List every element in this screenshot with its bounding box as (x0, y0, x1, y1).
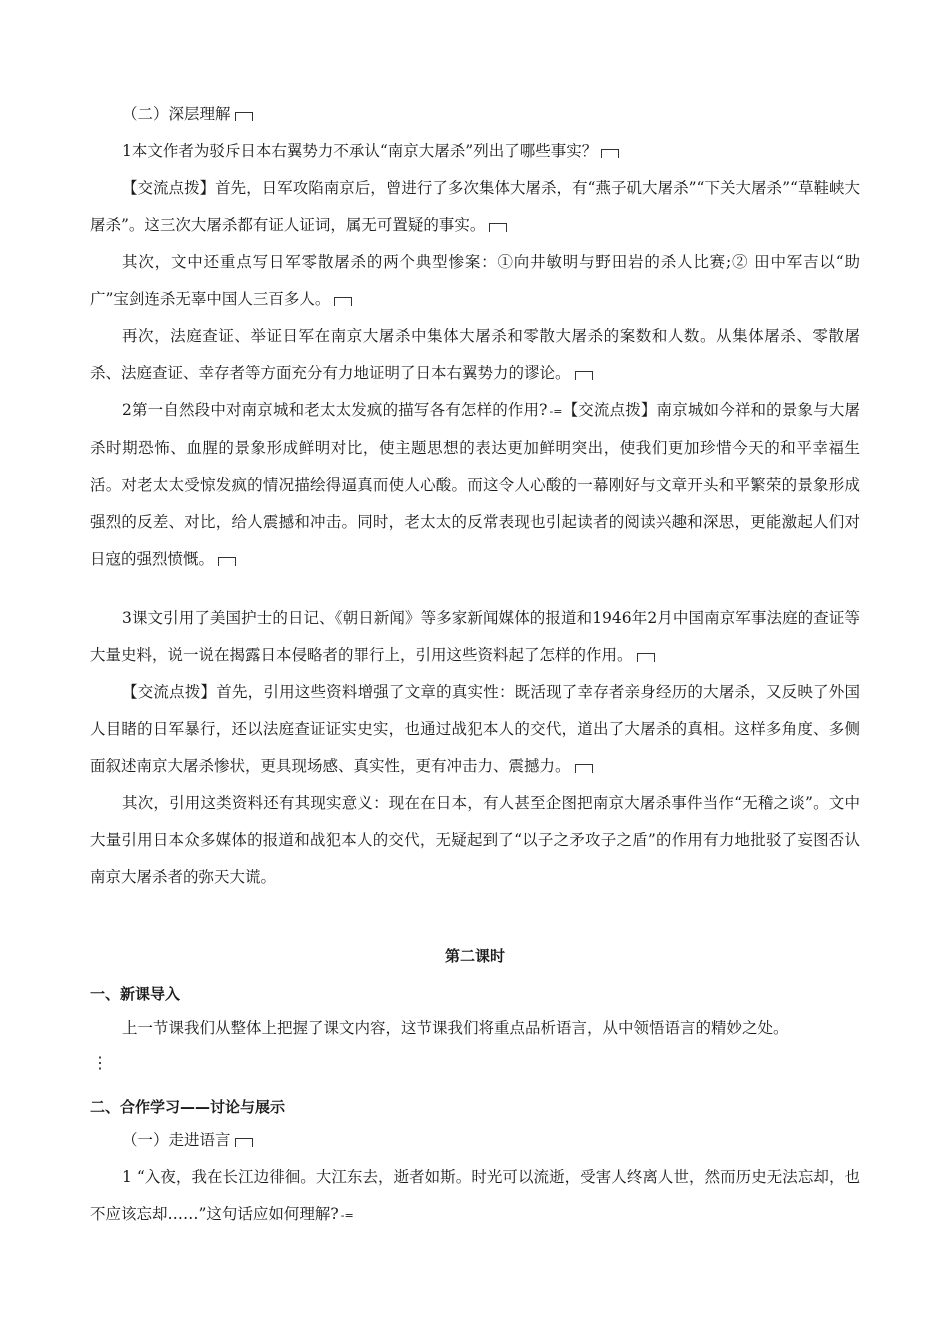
question-2-with-answer: 2第一自然段中对南京城和老太太发疯的描写各有怎样的作用? -=【交流点拨】南京城如今祥和的景象与大屠杀时期恐怖、血腥的景象形成鲜明对比，使主题思想的表达更加鲜明突出，使我们更加珍惜今天的和平幸福生活。对老太太受惊发疯的情况描绘得逼真而使人心酸。而这令人心酸的一幕刚好与文章开头和平繁荣的景象形成强烈的反差、对比，给人震撼和冲击。同时，老太太的反常表现也引起读者的阅读兴趣和深思，更能激起人们对日寇的强烈愤慨。 (90, 401, 860, 568)
paragraph-mark-icon (235, 1138, 253, 1147)
heading-cooperative-learning: 二、合作学习——讨论与展示 (90, 1098, 286, 1116)
paragraph-mark-icon (575, 764, 593, 773)
paragraph-mark-icon (489, 223, 507, 232)
lesson-title: 第二课时 (444, 947, 505, 965)
answer-1-paragraph-1: 【交流点拨】首先，日军攻陷南京后，曾进行了多次集体大屠杀，有“燕子矶大屠杀”“下关大屠杀”“草鞋峡大屠杀”。这三次大屠杀都有证人证词，属无可置疑的事实。 (90, 179, 860, 234)
paragraph-mark-icon (334, 297, 352, 306)
intro-paragraph: 上一节课我们从整体上把握了课文内容，这节课我们将重点品析语言，从中领悟语言的精妙之处。 (122, 1019, 789, 1037)
answer-3-paragraph-1: 【交流点拨】首先，引用这些资料增强了文章的真实性：既活现了幸存者亲身经历的大屠杀，又反映了外国人目睹的日军暴行，还以法庭查证证实史实，也通过战犯本人的交代，道出了大屠杀的真相。这样多角度、多侧面叙述南京大屠杀惨状，更具现场感、真实性，更有冲击力、震撼力。 (90, 683, 860, 775)
paragraph-mark-icon (235, 112, 253, 121)
arrow-mark-icon: -= (549, 405, 563, 418)
answer-1-paragraph-2: 其次，文中还重点写日军零散屠杀的两个典型惨案：①向井敏明与野田岩的杀人比赛;② 田中军吉以“助广”宝剑连杀无辜中国人三百多人。 (90, 253, 860, 308)
section-heading-deep-understanding: （二）深层理解 (90, 96, 860, 133)
heading-new-lesson-intro: 一、新课导入 (90, 985, 181, 1003)
question-1: 1本文作者为驳斥日本右翼势力不承认“南京大屠杀”列出了哪些事实？ (90, 133, 860, 170)
subheading-into-language: （一）走进语言 (90, 1122, 860, 1159)
question-3: 3课文引用了美国护士的日记、《朝日新闻》等多家新闻媒体的报道和1946年2月中国南京军事法庭的查证等大量史料，说一说在揭露日本侵略者的罪行上，引用这些资料起了怎样的作用。 (90, 609, 860, 664)
paragraph-mark-icon (637, 653, 655, 662)
paragraph-mark-icon (601, 149, 619, 158)
vertical-ellipsis-icon: ⋮ (92, 1053, 108, 1072)
paragraph-mark-icon (218, 557, 236, 566)
answer-3-paragraph-2: 其次，引用这类资料还有其现实意义：现在在日本，有人甚至企图把南京大屠杀事件当作“无稽之谈”。文中大量引用日本众多媒体的报道和战犯本人的交代，无疑起到了“以子之矛攻子之盾”的作用有力地批驳了妄图否认南京大屠杀者的弥天大谎。 (90, 794, 860, 886)
answer-1-paragraph-3: 再次，法庭查证、举证日军在南京大屠杀中集体大屠杀和零散大屠杀的案数和人数。从集体屠杀、零散屠杀、法庭查证、幸存者等方面充分有力地证明了日本右翼势力的谬论。 (90, 327, 860, 382)
language-question-1: 1 “入夜，我在长江边徘徊。大江东去，逝者如斯。时光可以流逝，受害人终离人世，然而历史无法忘却，也不应该忘却……”这句话应如何理解? -= (90, 1168, 860, 1223)
arrow-mark-icon: -= (340, 1209, 354, 1222)
paragraph-mark-icon (575, 371, 593, 380)
